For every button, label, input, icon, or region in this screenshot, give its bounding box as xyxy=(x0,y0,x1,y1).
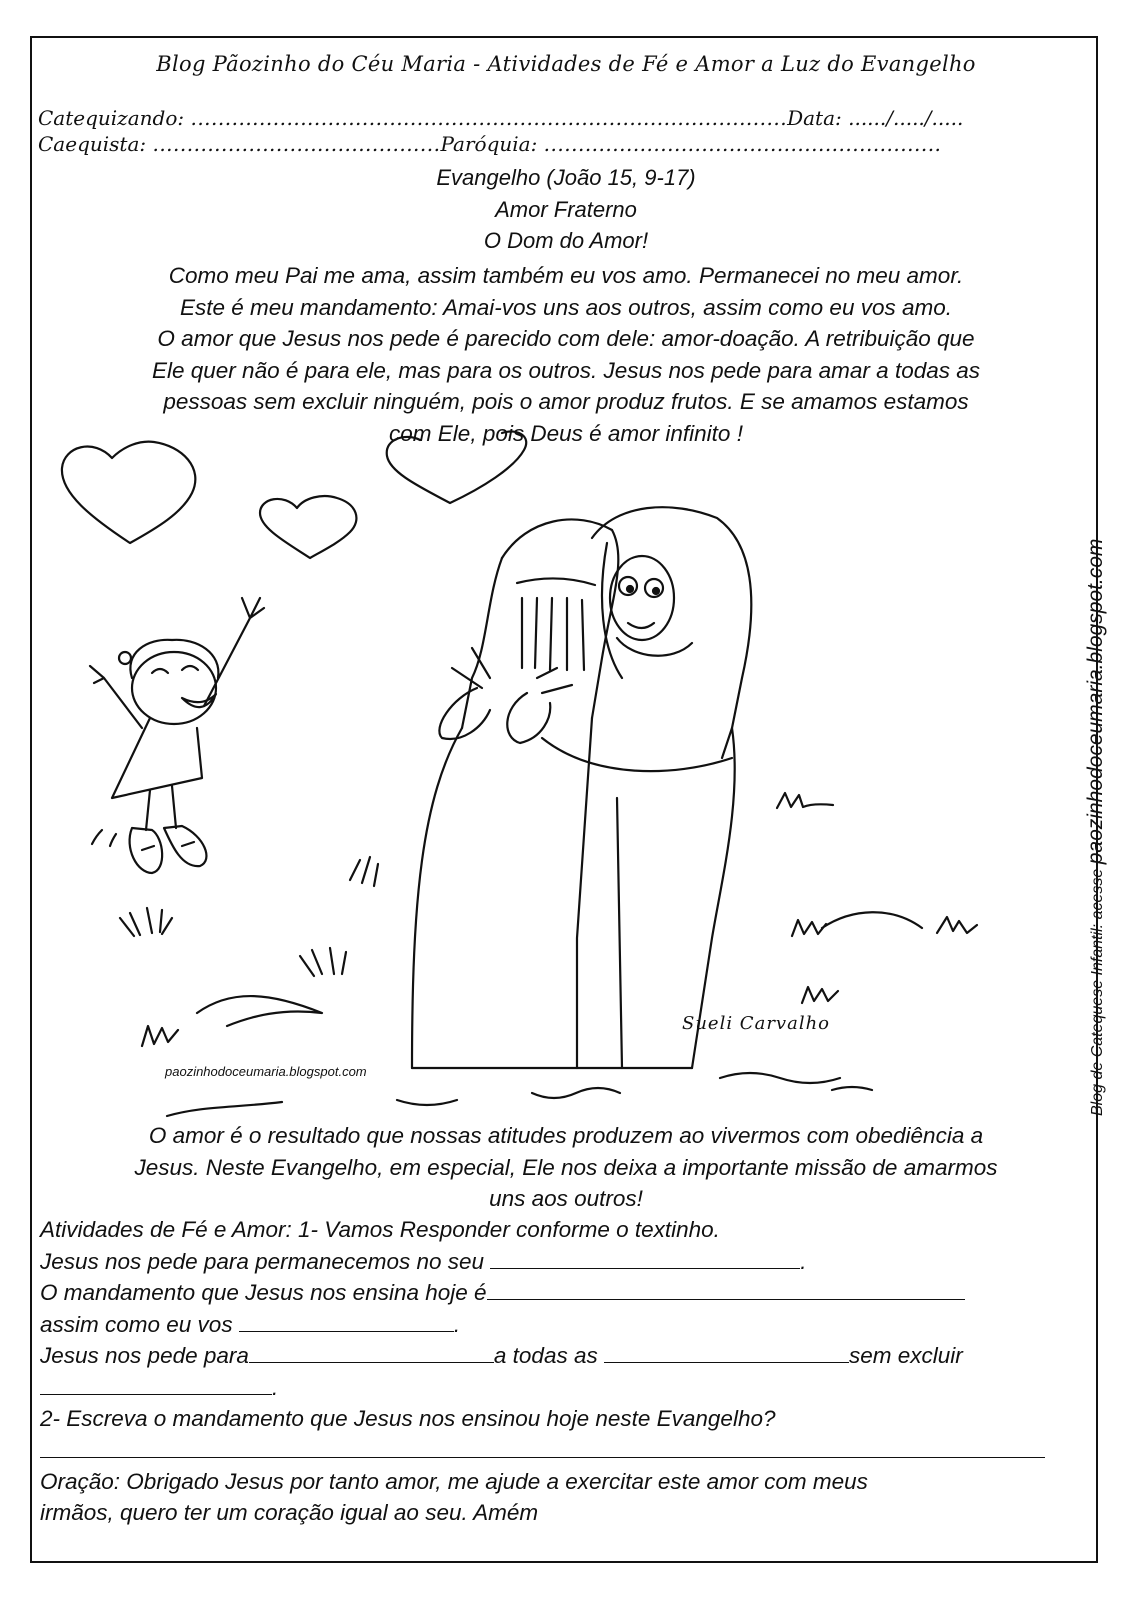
question-4: 2- Escreva o mandamento que Jesus nos ensinou hoje neste Evangelho? xyxy=(40,1406,776,1431)
girl-figure xyxy=(90,598,264,873)
answer-blank[interactable] xyxy=(487,1277,965,1300)
question-text: Jesus nos pede para permanecemos no seu xyxy=(40,1248,485,1274)
question-text: a todas as xyxy=(493,1343,598,1368)
gospel-line: com Ele, pois Deus é amor infinito ! xyxy=(389,420,743,446)
period: . xyxy=(272,1374,279,1400)
gospel-theme: Amor Fraterno xyxy=(495,196,637,222)
period: . xyxy=(453,1311,461,1337)
jesus-embrace-figure xyxy=(412,507,751,1068)
data-label: Data: xyxy=(787,106,842,130)
question-1 xyxy=(40,1246,1090,1278)
question-3 xyxy=(40,1340,1090,1372)
sidebar-url[interactable]: paozinhodoceumaria.blogspot.com xyxy=(1084,538,1107,865)
reflection-text xyxy=(32,1120,1100,1215)
question-text: Jesus nos pede para xyxy=(40,1343,249,1368)
worksheet-frame xyxy=(30,36,1107,1563)
illustration-url: paozinhodoceumaria.blogspot.com xyxy=(165,1064,367,1079)
question-text: O mandamento que Jesus nos ensina hoje é xyxy=(40,1280,487,1305)
answer-blank[interactable] xyxy=(40,1435,1045,1458)
heart-icon xyxy=(387,432,526,503)
answer-blank[interactable] xyxy=(249,1340,494,1363)
catequista-field[interactable]: .......................................... xyxy=(152,132,441,156)
question-2b xyxy=(40,1309,1090,1341)
gospel-subtitle: O Dom do Amor! xyxy=(483,228,649,253)
sidebar-text: Blog de Catequese Infantil: acesse xyxy=(1089,864,1106,1116)
answer-blank[interactable] xyxy=(490,1246,800,1269)
catequizando-label: Catequizando: xyxy=(38,106,185,130)
answer-blank[interactable] xyxy=(604,1340,849,1363)
gospel-line: Como meu Pai me ama, assim também eu vos amo. Permanecei no meu amor. xyxy=(168,263,964,288)
activities-heading: Atividades de Fé e Amor: 1- Vamos Responder conforme o textinho. xyxy=(40,1217,720,1242)
blog-title: Blog Pãozinho do Céu Maria - Atividades de Fé e Amor a Luz do Evangelho xyxy=(156,52,976,76)
gospel-line: O amor que Jesus nos pede é parecido com dele: amor-doação. A retribuição que xyxy=(157,326,975,351)
prayer-line-1: Oração: Obrigado Jesus por tanto amor, me ajude a exercitar este amor com meus xyxy=(40,1468,868,1494)
gospel-line: pessoas sem excluir ninguém, pois o amor produz frutos. E se amamos estamos xyxy=(163,389,969,414)
period: . xyxy=(800,1248,807,1274)
catequista-label: Caequista: xyxy=(38,132,147,156)
reflection-line: O amor é o resultado que nossas atitudes produzem ao vivermos com obediência a xyxy=(148,1123,984,1148)
question-4-answer xyxy=(40,1435,1090,1466)
heart-icon xyxy=(260,496,356,558)
question-text: assim como eu vos xyxy=(40,1311,233,1337)
gospel-reference: Evangelho (João 15, 9-17) xyxy=(436,165,696,190)
question-2 xyxy=(40,1277,1090,1309)
reflection-line: Jesus. Neste Evangelho, em especial, Ele nos deixa a importante missão de amarmos xyxy=(134,1154,998,1180)
heart-icon xyxy=(62,442,195,543)
reflection-line: uns aos outros! xyxy=(489,1186,643,1211)
sidebar-credit xyxy=(1084,539,1108,1116)
prayer-line-2: irmãos, quero ter um coração igual ao seu. Amém xyxy=(40,1500,539,1525)
paroquia-field[interactable]: .......................................................... xyxy=(543,132,942,156)
catequizando-field[interactable]: ....................................................................................... xyxy=(190,106,788,130)
question-3-end xyxy=(40,1372,1090,1404)
paroquia-label: Paróquia: xyxy=(440,132,538,156)
question-text: sem excluir xyxy=(849,1343,963,1368)
signature: Sueli Carvalho xyxy=(682,1013,831,1034)
gospel-line: Este é meu mandamento: Amai-vos uns aos outros, assim como eu vos amo. xyxy=(179,294,952,320)
answer-blank[interactable] xyxy=(239,1309,454,1332)
data-field[interactable]: ....../...../..... xyxy=(848,106,964,130)
activities xyxy=(40,1214,1090,1529)
illustration xyxy=(32,38,1100,1148)
answer-blank[interactable] xyxy=(40,1372,272,1395)
gospel-line: Ele quer não é para ele, mas para os outros. Jesus nos pede para amar a todas as xyxy=(152,357,980,383)
